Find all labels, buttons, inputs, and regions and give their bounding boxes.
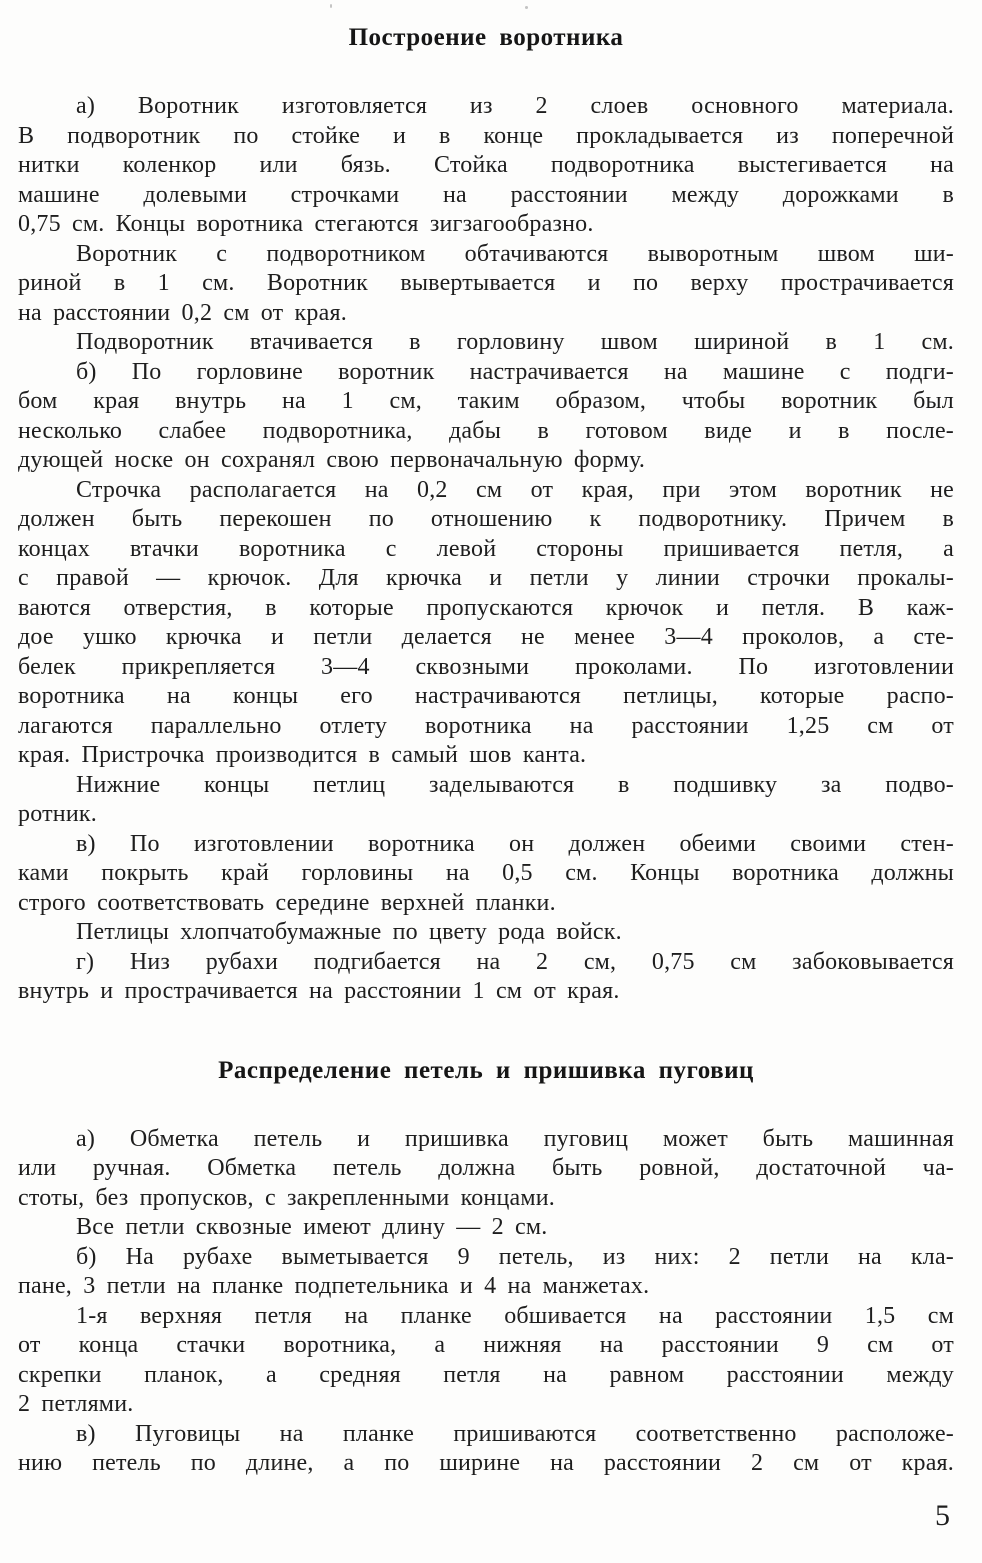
paragraph (18, 358, 954, 476)
text-line: ротник. (18, 801, 97, 827)
text-line: Петлицы хлопчатобумажные по цвету рода войск. (76, 919, 622, 945)
text-line: Воротник с подворотником обтачиваются выворотным швом ши- (76, 240, 954, 267)
section-heading: Построение воротника (348, 24, 624, 51)
paragraph (18, 771, 954, 830)
text-line: бом края внутрь на 1 см, таким образом, чтобы воротник был (18, 388, 954, 414)
text-line: с правой — крючок. Для крючка и петли у линии строчки прокалы- (18, 565, 954, 591)
text-line: внутрь и прострачивается на расстоянии 1 см от края. (18, 978, 620, 1004)
text-line: Подворотник втачивается в горловину швом шириной в 1 см. (76, 329, 954, 355)
page-number: 5 (935, 1499, 950, 1532)
text-line: дующей носке он сохранял свою первоначальную форму. (18, 447, 646, 473)
text-line: 2 петлями. (18, 1391, 134, 1417)
text-line: 0,75 см. Концы воротника стегаются зигзагообразно. (18, 211, 594, 237)
text-content (18, 24, 954, 1479)
text-line: г) Низ рубахи подгибается на 2 см, 0,75 см забоковывается (76, 948, 954, 975)
text-line: а) Обметка петель и пришивка пуговиц может быть машинная (76, 1125, 954, 1152)
paragraph (18, 1243, 954, 1302)
text-line: стоты, без пропусков, с закрепленными концами. (18, 1184, 555, 1211)
text-line: лагаются параллельно отлету воротника на расстоянии 1,25 см от (18, 712, 954, 739)
text-line: ками покрыть край горловины на 0,5 см. Концы воротника должны (18, 860, 954, 886)
text-line: Строчка располагается на 0,2 см от края, при этом воротник не (76, 476, 954, 503)
paragraph (18, 1420, 954, 1479)
text-line: машине долевыми строчками на расстоянии между дорожками в (18, 181, 954, 208)
text-line: в) Пуговицы на планке пришиваются соответственно расположе- (76, 1420, 954, 1447)
paragraph (18, 1213, 954, 1243)
paragraph (18, 918, 954, 948)
text-line: на расстоянии 0,2 см от края. (18, 299, 347, 326)
text-line: ваются отверстия, в которые пропускаются крючок и петля. В каж- (18, 594, 954, 621)
text-line: нию петель по длине, а по ширине на расстоянии 2 см от края. (18, 1450, 954, 1476)
text-line: или ручная. Обметка петель должна быть ровной, достаточной ча- (18, 1155, 954, 1181)
text-line: несколько слабее подворотника, дабы в готовом виде и в после- (18, 417, 954, 444)
paragraph (18, 1125, 954, 1214)
text-line: строго соответствовать середине верхней планки. (18, 889, 556, 916)
paragraph (18, 476, 954, 771)
text-line: а) Воротник изготовляется из 2 слоев основного материала. (76, 93, 954, 119)
text-line: Все петли сквозные имеют длину — 2 см. (76, 1214, 548, 1240)
paragraph (18, 830, 954, 919)
text-line: 1-я верхняя петля на планке обшивается на расстоянии 1,5 см (76, 1302, 954, 1329)
text-line: концах втачки воротника с левой стороны пришивается петля, а (18, 535, 954, 562)
text-line: риной в 1 см. Воротник вывертывается и по верху прострачивается (18, 270, 954, 296)
text-line: от конца стачки воротника, а нижняя на расстоянии 9 см от (18, 1332, 954, 1358)
text-line: Нижние концы петлиц заделываются в подшивку за подво- (76, 771, 954, 798)
text-line: в) По изготовлении воротника он должен обеими своими стен- (76, 830, 954, 857)
text-line: белек прикрепляется 3—4 сквозными проколами. По изготовлении (18, 653, 954, 680)
scan-speck (525, 6, 528, 9)
paragraph (18, 1302, 954, 1420)
paragraph (18, 328, 954, 358)
text-line: скрепки планок, а средняя петля на равном расстоянии между (18, 1361, 954, 1388)
text-line: воротника на концы его настрачиваются петлицы, которые распо- (18, 683, 954, 709)
text-line: б) На рубахе выметывается 9 петель, из них: 2 петли на кла- (76, 1243, 954, 1270)
text-line: дое ушко крючка и петли делается не менее 3—4 проколов, а сте- (18, 624, 954, 650)
text-line: В подворотник по стойке и в конце прокладывается из поперечной (18, 122, 954, 149)
text-line: пане, 3 петли на планке подпетельника и 4 на манжетах. (18, 1273, 650, 1299)
paragraph (18, 948, 954, 1007)
text-line: должен быть перекошен по отношению к подворотнику. Причем в (18, 506, 954, 532)
paragraph (18, 92, 954, 240)
section-heading: Распределение петель и пришивка пуговиц (218, 1056, 754, 1084)
text-line: б) По горловине воротник настрачивается на машине с подги- (76, 358, 954, 385)
text-line: нитки коленкор или бязь. Стойка подворотника выстегивается на (18, 152, 954, 178)
paragraph (18, 240, 954, 329)
text-line: края. Пристрочка производится в самый шов канта. (18, 742, 587, 768)
scan-speck (330, 4, 332, 8)
